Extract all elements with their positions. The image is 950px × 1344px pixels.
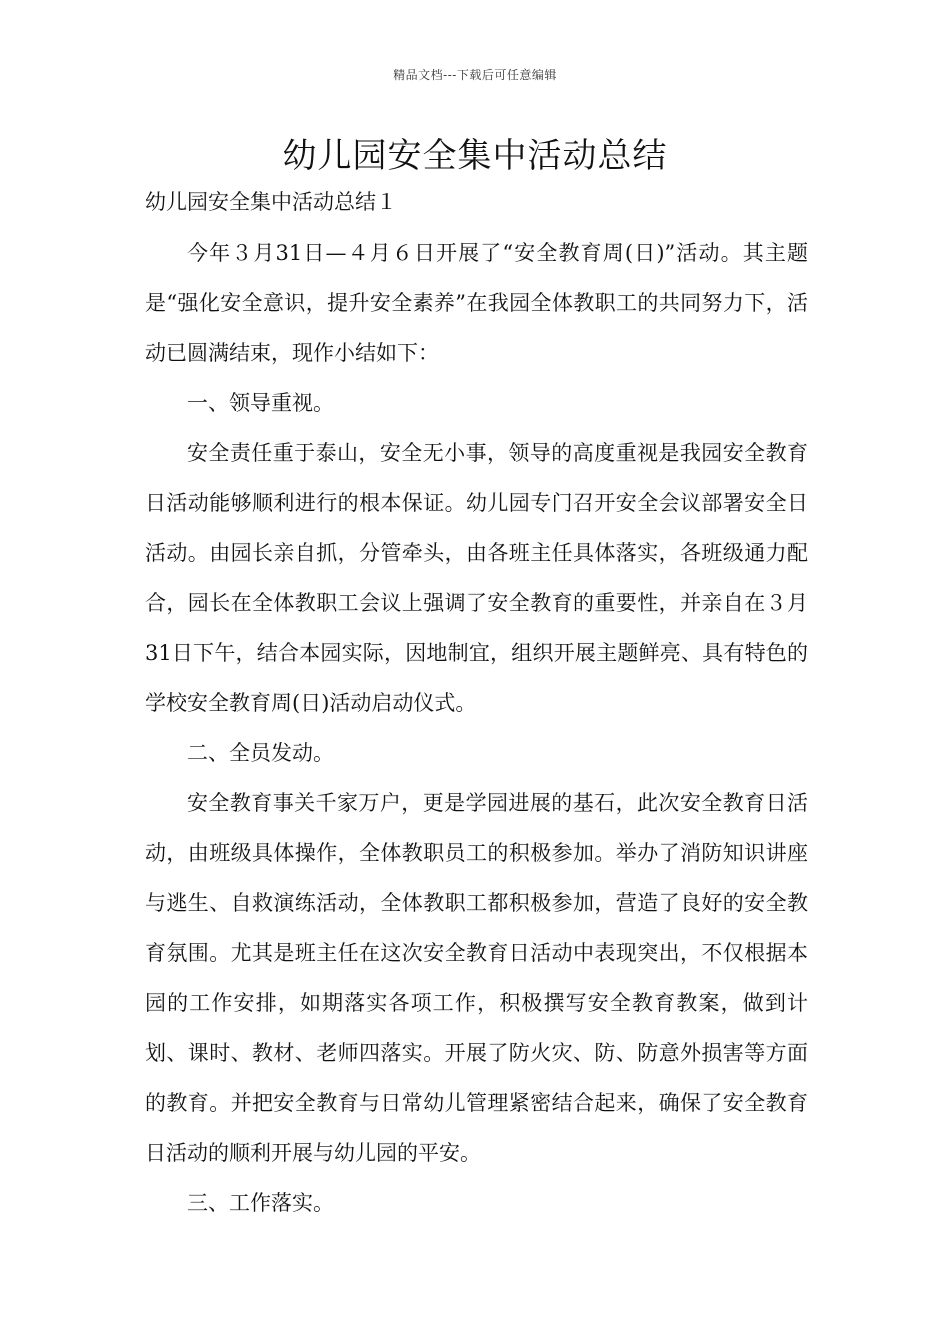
section-heading-2: 二、全员发动。 [187, 741, 334, 765]
section-heading-1: 一、领导重视。 [187, 391, 334, 415]
document-body [145, 228, 808, 1228]
paragraph-intro: 今年３月31日—４月６日开展了“安全教育周(日)”活动。其主题是“强化安全意识，提升安全素养”在我园全体教职工的共同努力下，活动已圆满结束，现作小结如下： [145, 241, 808, 365]
section-heading-3: 三、工作落实。 [187, 1191, 334, 1215]
page-header-note: 精品文档---下载后可任意编辑 [393, 68, 557, 82]
paragraph-section-1: 安全责任重于泰山，安全无小事，领导的高度重视是我园安全教育日活动能够顺利进行的根本保证。幼儿园专门召开安全会议部署安全日活动。由园长亲自抓，分管牵头，由各班主任具体落实，各班级通力配合，园长在全体教职工会议上强调了安全教育的重要性，并亲自在３月31日下午，结合本园实际，因地制宜，组织开展主题鲜亮、具有特色的学校安全教育周(日)活动启动仪式。 [145, 441, 808, 715]
document-title: 幼儿园安全集中活动总结 [282, 136, 668, 176]
document-subtitle: 幼儿园安全集中活动总结１ [145, 190, 397, 214]
paragraph-section-2: 安全教育事关千家万户，更是学园进展的基石，此次安全教育日活动，由班级具体操作，全体教职员工的积极参加。举办了消防知识讲座与逃生、自救演练活动，全体教职工都积极参加，营造了良好的安全教育氛围。尤其是班主任在这次安全教育日活动中表现突出，不仅根据本园的工作安排，如期落实各项工作，积极撰写安全教育教案，做到计划、课时、教材、老师四落实。开展了防火灾、防、防意外损害等方面的教育。并把安全教育与日常幼儿管理紧密结合起来，确保了安全教育日活动的顺利开展与幼儿园的平安。 [145, 791, 808, 1165]
